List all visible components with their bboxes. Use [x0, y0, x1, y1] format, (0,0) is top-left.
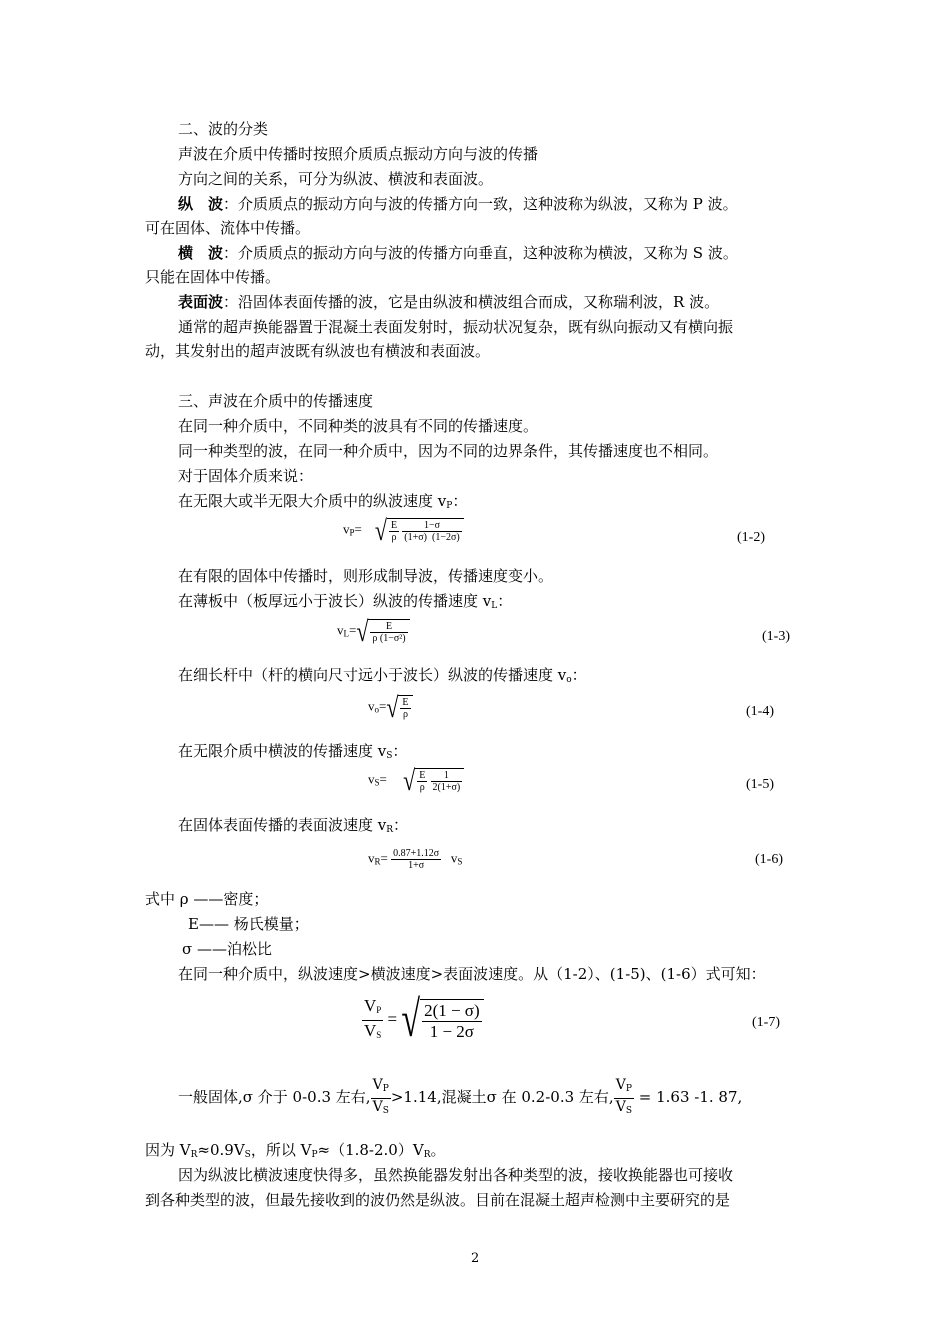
- equation-1-3: $v_L=√$ $\frac{E}{\text{ρ (1−σ²)}}$: [337, 619, 410, 644]
- transverse-text: ：介质质点的振动方向与波的传播方向垂直，这种波称为横波，又称为 S 波。: [223, 244, 738, 262]
- ratio-text-3: ，所以 V: [250, 1141, 312, 1159]
- definition-e: E—— 杨氏模量；: [188, 915, 309, 933]
- general-solid-text-c: = 1.63 -1. 87,: [638, 1088, 743, 1106]
- vp-subscript: P: [446, 501, 453, 511]
- vo-subscript: o: [566, 675, 572, 685]
- comparison-line: 在同一种介质中，纵波速度>横波速度>表面波速度。从（1-2）、(1-5)、(1-6）式可知：: [178, 965, 766, 983]
- general-solid-line: 一般固体,σ 介于 0-0.3 左右, $\frac{V_P}{V_S}$ >1.14,混凝土σ 在 0.2-0.3 左右, $\frac{V_P}{V_S}$ = 1.63 -1. 87,: [178, 1075, 742, 1119]
- speed-line-8-text: 在无限介质中横波的传播速度 v: [178, 742, 387, 760]
- vr-subscript: R: [386, 825, 394, 835]
- general-solid-text-b: >1.14,混凝土σ 在 0.2-0.3 左右,: [390, 1088, 614, 1106]
- equation-number-1-5: (1-5): [746, 777, 774, 792]
- where-line: 式中 ρ ——密度；: [145, 890, 269, 908]
- usual-line-2: 动，其发射出的超声波既有纵波也有横波和表面波。: [145, 342, 491, 360]
- longitudinal-text: ：介质质点的振动方向与波的传播方向一致，这种波称为纵波，又称为 P 波。: [223, 195, 738, 213]
- equation-number-1-6: (1-6): [755, 852, 783, 867]
- vs-subscript: S: [386, 751, 393, 761]
- equation-1-7: $\frac{V_P}{V_S}$ = √ $\frac{2(1 - \sigma)}{1 - 2\sigma}$: [362, 996, 484, 1045]
- transverse-line-2: 只能在固体中传播。: [145, 268, 281, 286]
- speed-line-8: 在无限介质中横波的传播速度 $v_S$：: [178, 742, 408, 761]
- section-heading-3: 三、声波在介质中的传播速度: [178, 392, 374, 410]
- transverse-line: [178, 243, 738, 263]
- ratio-text-4: ≈（1.8-2.0）V: [317, 1141, 424, 1159]
- ratio-text-1: 因为 V: [145, 1141, 191, 1159]
- speed-line-2: 同一种类型的波，在同一种介质中，因为不同的边界条件，其传播速度也不相同。: [178, 442, 719, 460]
- equation-1-5: $v_S=$ √ $\frac{E}{\rho}$ $\frac{1}{2(1+\sigma)}$: [368, 768, 464, 793]
- speed-line-4: 在无限大或半无限大介质中的纵波速度 $v_P$：: [178, 492, 468, 511]
- equation-number-1-4: (1-4): [746, 704, 774, 719]
- speed-line-7: 在细长杆中（杆的横向尺寸远小于波长）纵波的传播速度 $v_o$：: [178, 666, 587, 685]
- intro-line-2: 方向之间的关系，可分为纵波、横波和表面波。: [178, 170, 494, 188]
- speed-line-6: 在薄板中（板厚远小于波长）纵波的传播速度 $v_L$：: [178, 592, 513, 611]
- surface-text: ：沿固体表面传播的波，它是由纵波和横波组合而成，又称瑞利波，R 波。: [223, 293, 720, 311]
- transverse-label: 横 波: [178, 244, 224, 262]
- ratio-text-5: 。: [430, 1141, 446, 1159]
- intro-line-1: 声波在介质中传播时按照介质质点振动方向与波的传播: [178, 145, 539, 163]
- speed-line-1: 在同一种介质中，不同种类的波具有不同的传播速度。: [178, 417, 539, 435]
- speed-line-5: 在有限的固体中传播时，则形成制导波，传播速度变小。: [178, 567, 554, 585]
- surface-label: 表面波: [178, 293, 224, 311]
- longitudinal-line: [178, 194, 738, 214]
- speed-line-4-text: 在无限大或半无限大介质中的纵波速度 v: [178, 492, 447, 510]
- definition-sigma: σ ——泊松比: [182, 940, 273, 958]
- surface-line: [178, 292, 719, 312]
- equation-1-2: $v_P=$ √ $\frac{E}{\rho}$ $\frac{1-\sigma}{(1+\sigma) (1-2\sigma)}$: [343, 518, 464, 543]
- page-number: 2: [471, 1251, 480, 1266]
- longitudinal-line-2: 可在固体、流体中传播。: [145, 219, 311, 237]
- speed-line-9-text: 在固体表面传播的表面波速度 v: [178, 816, 387, 834]
- last-line-2: 到各种类型的波，但最先接收到的波仍然是纵波。目前在混凝土超声检测中主要研究的是: [145, 1191, 731, 1209]
- equation-number-1-3: (1-3): [762, 629, 790, 644]
- general-solid-text-a: 一般固体,σ 介于 0-0.3 左右,: [178, 1088, 371, 1106]
- longitudinal-label: 纵 波: [178, 195, 224, 213]
- last-line-1: 因为纵波比横波速度快得多，虽然换能器发射出各种类型的波，接收换能器也可接收: [178, 1166, 734, 1184]
- speed-line-6-text: 在薄板中（板厚远小于波长）纵波的传播速度 v: [178, 592, 492, 610]
- ratio-text-2: ≈0.9V: [197, 1141, 245, 1159]
- speed-line-3: 对于固体介质来说：: [178, 467, 314, 485]
- equation-number-1-2: (1-2): [737, 530, 765, 545]
- equation-number-1-7: (1-7): [752, 1015, 780, 1030]
- speed-line-7-text: 在细长杆中（杆的横向尺寸远小于波长）纵波的传播速度 v: [178, 666, 567, 684]
- usual-line-1: 通常的超声换能器置于混凝土表面发射时，振动状况复杂，既有纵向振动又有横向振: [178, 318, 734, 336]
- section-heading-2: 二、波的分类: [178, 120, 269, 138]
- equation-1-4: $v_o=√$ $\frac{E}{\rho}$: [368, 695, 413, 720]
- speed-line-9: 在固体表面传播的表面波速度 $v_R$：: [178, 816, 409, 835]
- ratio-line: 因为 $V_R\approx 0.9V_S$，所以 $V_P\approx(1.8-2.0)V_R$。: [145, 1141, 446, 1160]
- vl-subscript: L: [491, 601, 498, 611]
- equation-1-6: $v_R=$ $\frac{0.87+1.12\sigma}{1+\sigma}$ $v_S$: [368, 848, 463, 871]
